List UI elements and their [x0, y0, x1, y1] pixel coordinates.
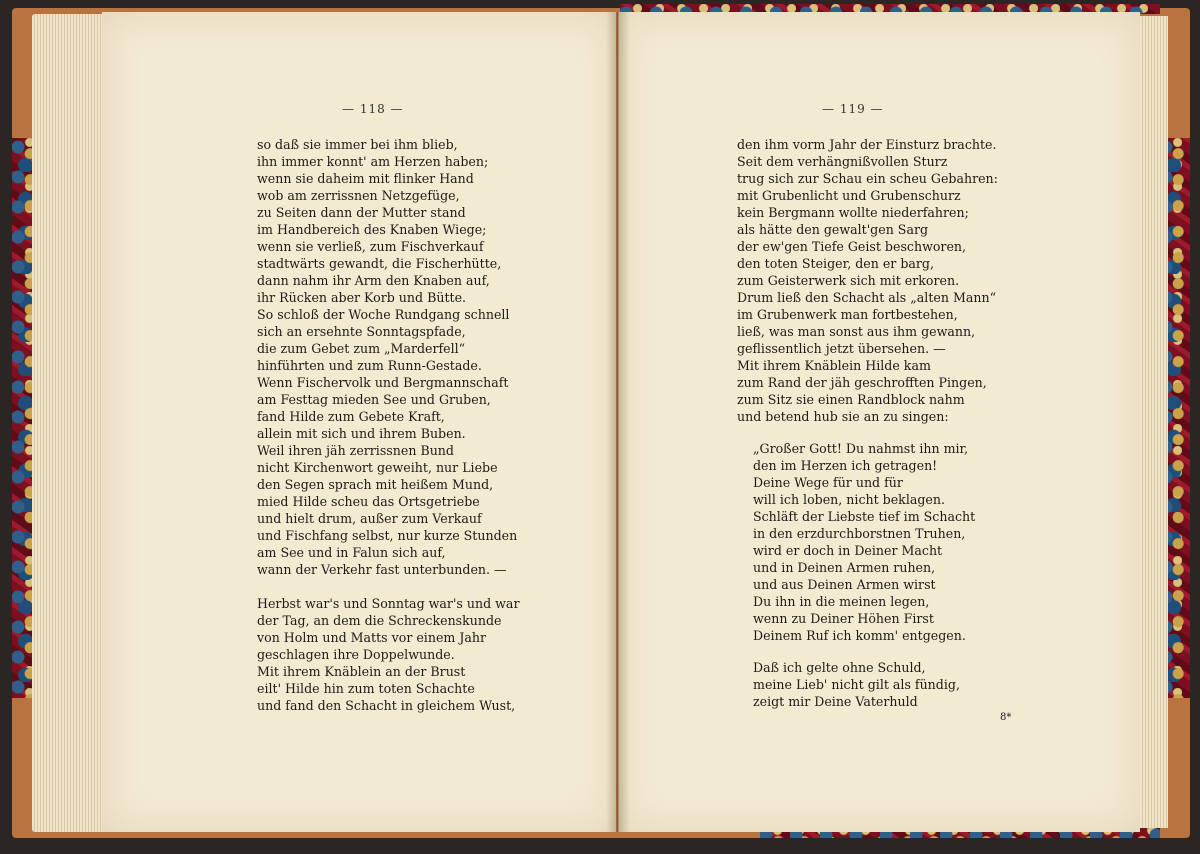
text-line: und hielt drum, außer zum Verkauf: [257, 511, 482, 526]
text-line: Schläft der Liebste tief im Schacht: [753, 509, 976, 524]
text-line: Herbst war's und Sonntag war's und war: [257, 596, 520, 611]
text-line: zeigt mir Deine Vaterhuld: [753, 694, 918, 709]
text-line: im Grubenwerk man fortbestehen,: [737, 307, 958, 322]
text-line: ihr Rücken aber Korb und Bütte.: [257, 290, 467, 305]
signature-mark: 8*: [1000, 712, 1012, 723]
text-line: trug sich zur Schau ein scheu Gebahren:: [737, 171, 998, 186]
text-line: stadtwärts gewandt, die Fischerhütte,: [257, 256, 502, 271]
text-line: Deinem Ruf ich komm' entgegen.: [753, 628, 966, 643]
text-line: den ihm vorm Jahr der Einsturz brachte.: [737, 137, 997, 152]
text-line: der Tag, an dem die Schreckenskunde: [257, 613, 502, 628]
text-line: zu Seiten dann der Mutter stand: [257, 205, 466, 220]
text-line: ließ, was man sonst aus ihm gewann,: [737, 324, 976, 339]
text-line: Deine Wege für und für: [753, 475, 903, 490]
text-line: der ew'gen Tiefe Geist beschworen,: [737, 239, 967, 254]
text-line: den Segen sprach mit heißem Mund,: [257, 477, 494, 492]
text-line: von Holm und Matts vor einem Jahr: [257, 630, 487, 645]
text-line: Seit dem verhängnißvollen Sturz: [737, 154, 948, 169]
text-line: dann nahm ihr Arm den Knaben auf,: [257, 273, 490, 288]
book-gutter: [606, 12, 630, 832]
text-line: nicht Kirchenwort geweiht, nur Liebe: [257, 460, 498, 475]
text-line: sich an ersehnte Sonntagspfade,: [257, 324, 466, 339]
right-page-prayer: [753, 440, 975, 644]
text-line: Mit ihrem Knäblein an der Brust: [257, 664, 466, 679]
text-line: wenn zu Deiner Höhen First: [753, 611, 934, 626]
text-line: Drum ließ den Schacht als „alten Mann“: [737, 290, 997, 305]
text-line: fand Hilde zum Gebete Kraft,: [257, 409, 445, 424]
text-line: geschlagen ihre Doppelwunde.: [257, 647, 455, 662]
page-number-left: — 118 —: [342, 102, 404, 116]
text-line: wird er doch in Deiner Macht: [753, 543, 943, 558]
text-line: mit Grubenlicht und Grubenschurz: [737, 188, 961, 203]
text-line: und in Deinen Armen ruhen,: [753, 560, 936, 575]
text-line: wenn sie verließ, zum Fischverkauf: [257, 239, 484, 254]
text-line: als hätte den gewalt'gen Sarg: [737, 222, 929, 237]
text-line: „Großer Gott! Du nahmst ihn mir,: [753, 441, 969, 456]
right-page-prayer-continued: [753, 659, 960, 710]
text-line: zum Geisterwerk sich mit erkoren.: [737, 273, 960, 288]
text-line: so daß sie immer bei ihm blieb,: [257, 137, 458, 152]
text-line: den im Herzen ich getragen!: [753, 458, 938, 473]
text-line: den toten Steiger, den er barg,: [737, 256, 934, 271]
text-line: wann der Verkehr fast unterbunden. —: [257, 562, 507, 577]
text-line: zum Sitz sie einen Randblock nahm: [737, 392, 965, 407]
right-page-text: [737, 136, 998, 425]
text-line: geflissentlich jetzt übersehen. —: [737, 341, 946, 356]
text-line: Mit ihrem Knäblein Hilde kam: [737, 358, 931, 373]
text-line: und betend hub sie an zu singen:: [737, 409, 949, 424]
stanza-break: [257, 578, 519, 595]
text-line: am See und in Falun sich auf,: [257, 545, 446, 560]
text-line: allein mit sich und ihrem Buben.: [257, 426, 466, 441]
page-number-right: — 119 —: [822, 102, 884, 116]
text-line: will ich loben, nicht beklagen.: [753, 492, 945, 507]
text-line: mied Hilde scheu das Ortsgetriebe: [257, 494, 480, 509]
text-line: und fand den Schacht in gleichem Wust,: [257, 698, 516, 713]
text-line: zum Rand der jäh geschrofften Pingen,: [737, 375, 987, 390]
text-line: und Fischfang selbst, nur kurze Stunden: [257, 528, 518, 543]
text-line: Weil ihren jäh zerrissnen Bund: [257, 443, 454, 458]
text-line: meine Lieb' nicht gilt als fündig,: [753, 677, 960, 692]
text-line: So schloß der Woche Rundgang schnell: [257, 307, 510, 322]
text-line: eilt' Hilde hin zum toten Schachte: [257, 681, 475, 696]
left-page-text: [257, 136, 519, 714]
text-line: Du ihn in die meinen legen,: [753, 594, 930, 609]
text-line: hinführten und zum Runn-Gestade.: [257, 358, 482, 373]
text-line: kein Bergmann wollte niederfahren;: [737, 205, 969, 220]
text-line: am Festtag mieden See und Gruben,: [257, 392, 491, 407]
text-line: Daß ich gelte ohne Schuld,: [753, 660, 926, 675]
text-line: in den erzdurchborstnen Truhen,: [753, 526, 966, 541]
text-line: im Handbereich des Knaben Wiege;: [257, 222, 487, 237]
text-line: wenn sie daheim mit flinker Hand: [257, 171, 474, 186]
text-line: Wenn Fischervolk und Bergmannschaft: [257, 375, 509, 390]
text-line: und aus Deinen Armen wirst: [753, 577, 936, 592]
text-line: wob am zerrissnen Netzgefüge,: [257, 188, 460, 203]
text-line: ihn immer konnt' am Herzen haben;: [257, 154, 489, 169]
text-line: die zum Gebet zum „Marderfell“: [257, 341, 466, 356]
page-stack-left: [32, 14, 112, 832]
